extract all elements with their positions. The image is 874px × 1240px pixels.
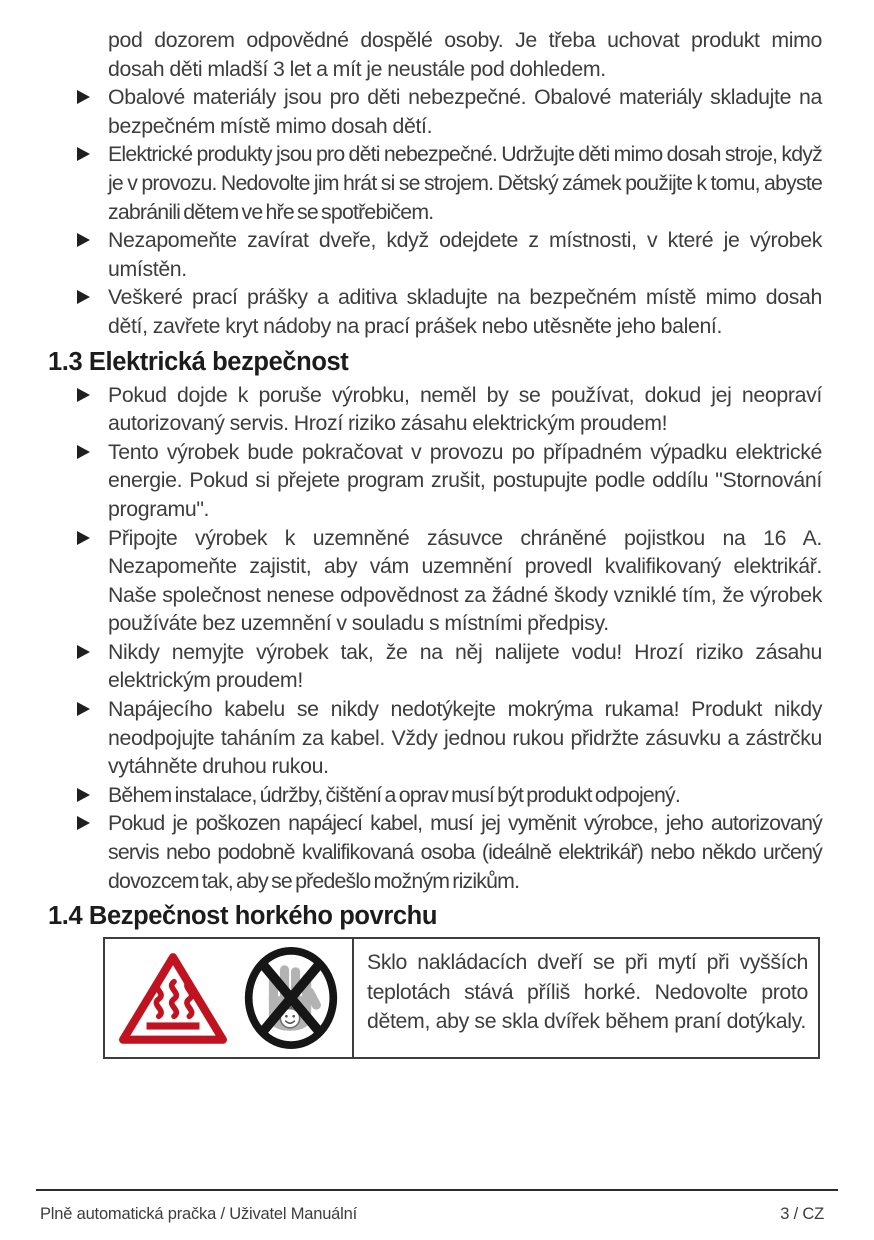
bullet-text: Tento výrobek bude pokračovat v provozu po případném výpadku elektrické energie. Pokud si přejete program zrušit, postupujte podle oddílu "Stornování programu".: [108, 439, 822, 521]
bullet-item: [48, 381, 822, 438]
bullet-item: [48, 695, 822, 781]
bullet-triangle-icon: [77, 388, 90, 402]
bullet-item: [48, 226, 822, 283]
bullet-triangle-icon: [77, 702, 90, 716]
hot-surface-warning-box: [103, 937, 820, 1059]
page-content: [48, 26, 822, 1059]
bullet-item: [48, 83, 822, 140]
paragraph-continuation: pod dozorem odpovědné dospělé osoby. Je třeba uchovat produkt mimo dosah děti mladší 3 let a mít je neustále pod dohledem.: [108, 28, 822, 81]
bullet-text: Napájecího kabelu se nikdy nedotýkejte mokrýma rukama! Produkt nikdy neodpojujte taháním za kabel. Vždy jednou rukou přidržte zásuvku a zástrčku vytáhněte druhou rukou.: [108, 697, 822, 779]
bullet-triangle-icon: [77, 645, 90, 659]
bullet-item: [48, 283, 822, 340]
section-heading-hot-surface-safety: 1.4 Bezpečnost horkého povrchu: [48, 902, 438, 931]
no-touch-children-icon: [241, 946, 341, 1050]
bullet-item: [48, 524, 822, 638]
bullet-text: Pokud dojde k poruše výrobku, neměl by se používat, dokud jej neopraví autorizovaný servis. Hrozí riziko zásahu elektrickým proudem!: [108, 382, 822, 436]
bullet-item: [48, 438, 822, 524]
page-footer: [40, 1205, 824, 1224]
bullet-text: Nikdy nemyjte výrobek tak, že na něj nalijete vodu! Hrozí riziko zásahu elektrickým proudem!: [108, 639, 822, 693]
bullet-text: Obalové materiály jsou pro děti nebezpečné. Obalové materiály skladujte na bezpečném místě mimo dosah dětí.: [108, 85, 822, 138]
bullet-text: Pokud je poškozen napájecí kabel, musí jej vyměnit výrobce, jeho autorizovaný servis nebo podobně kvalifikovaná osoba (ideálně elektrikář) nebo někdo určený dovozcem tak, aby se předešlo možným rizikům.: [108, 811, 822, 893]
warning-text-cell: Sklo nakládacích dveří se při mytí při vyšších teplotách stává příliš horké. Nedovolte proto dětem, aby se skla dvířek během praní dotýkaly.: [367, 950, 808, 1034]
bullet-triangle-icon: [77, 90, 90, 104]
footer-document-title: Plně automatická pračka / Uživatel Manuální: [40, 1205, 357, 1223]
bullet-triangle-icon: [77, 445, 90, 459]
bullet-item: [48, 809, 822, 895]
bullet-text: Veškeré prací prášky a aditiva skladujte na bezpečném místě mimo dosah dětí, zavřete kryt nádoby na prací prášek nebo utěsněte jeho balení.: [108, 285, 822, 338]
bullet-triangle-icon: [77, 816, 90, 830]
bullet-triangle-icon: [77, 531, 90, 545]
bullet-triangle-icon: [77, 147, 90, 161]
bullet-text: Elektrické produkty jsou pro děti nebezpečné. Udržujte děti mimo dosah stroje, když je v provozu. Nedovolte jim hrát si se strojem. Dětský zámek použijte k tomu, abyste zabránili dětem ve hře se spotřebičem.: [108, 142, 822, 224]
electrical-safety-bullet-list: [48, 381, 822, 896]
bullet-text: Nezapomeňte zavírat dveře, když odejdete z místnosti, v které je výrobek umístěn.: [108, 228, 822, 281]
bullet-triangle-icon: [77, 233, 90, 247]
footer-divider: [36, 1189, 838, 1191]
section-heading-electrical-safety: 1.3 Elektrická bezpečnost: [48, 347, 349, 376]
bullet-item: [48, 781, 822, 810]
footer-page-number: 3 / CZ: [780, 1205, 824, 1223]
warning-icons-cell: [105, 939, 354, 1057]
bullet-text: Během instalace, údržby, čištění a oprav musí být produkt odpojený.: [108, 782, 680, 807]
bullet-item: [48, 638, 822, 695]
hot-surface-warning-icon: [117, 949, 229, 1048]
bullet-triangle-icon: [77, 788, 90, 802]
bullet-text: Připojte výrobek k uzemněné zásuvce chráněné pojistkou na 16 A. Nezapomeňte zajistit, aby vám uzemnění provedl kvalifikovaný elektrikář. Naše společnost nenese odpovědnost za žádné škody vzniklé tím, že výrobek používáte bez uzemnění v souladu s místními předpisy.: [108, 525, 822, 636]
child-safety-bullet-list: [48, 83, 822, 340]
bullet-item: [48, 140, 822, 226]
bullet-triangle-icon: [77, 290, 90, 304]
